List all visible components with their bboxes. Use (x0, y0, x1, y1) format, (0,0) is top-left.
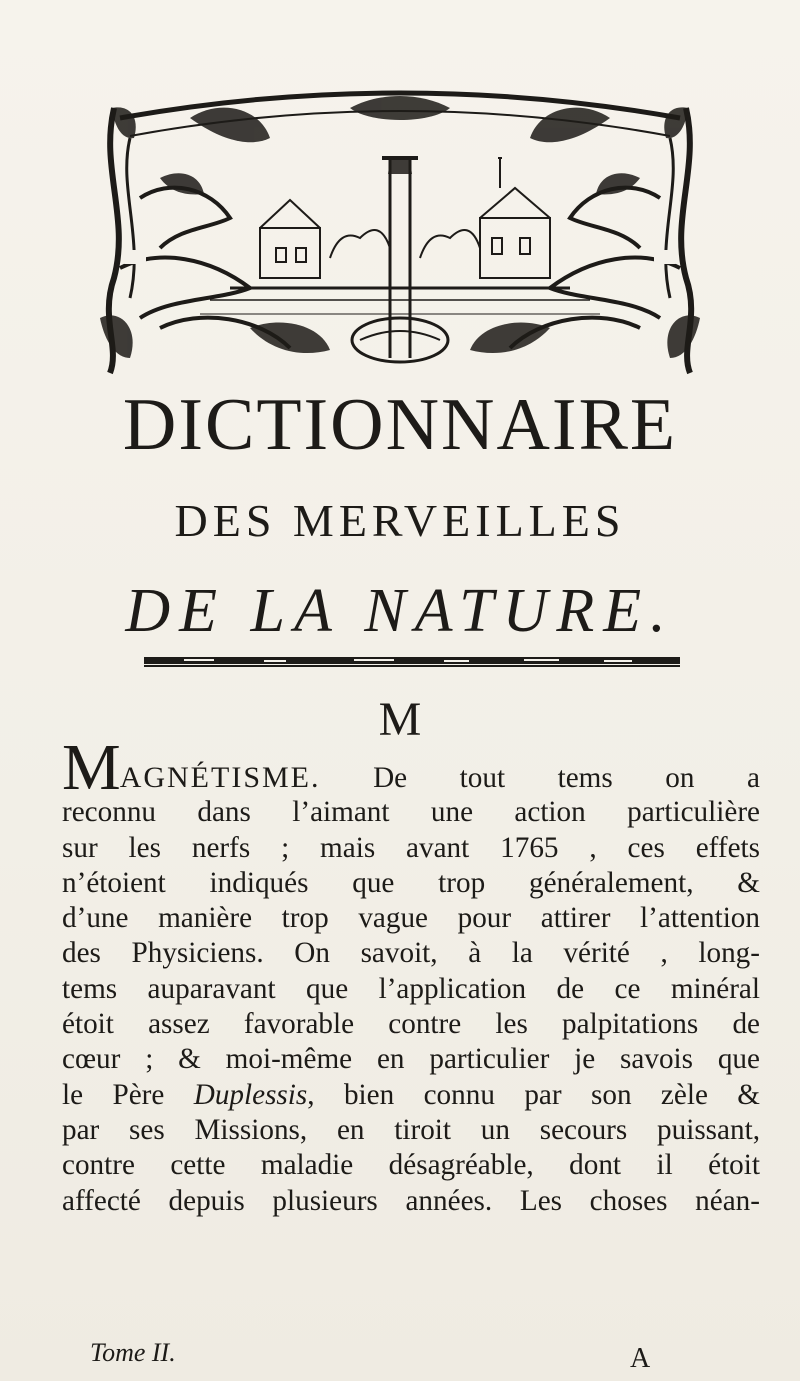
signature-mark: A (630, 1343, 651, 1374)
entry-line-10 (62, 1078, 760, 1113)
book-subtitle-italic: DE LA NATURE. (125, 577, 675, 645)
engraved-landscape-vignette-icon (100, 78, 700, 378)
entry-body (62, 731, 761, 1219)
entry-line-prefix: le Père (62, 1078, 194, 1111)
entry-line: n’étoient indiqués que trop généralement, & (62, 866, 760, 899)
entry-line: reconnu dans l’aimant une action particulière (62, 796, 760, 829)
section-letter: M (378, 693, 422, 746)
entry-line: étoit assez favorable contre les palpitations de (62, 1008, 760, 1041)
volume-label: Tome II. (90, 1338, 176, 1367)
entry-line-text: bien connu par son zèle & (343, 1078, 761, 1111)
entry-line: tems auparavant que l’application de ce minéral (62, 972, 760, 1005)
entry-headword: AGNÉTISME. (119, 761, 321, 794)
person-name: Duplessis (193, 1078, 308, 1111)
book-subtitle: DES MERVEILLES (174, 495, 626, 546)
drop-cap: M (62, 731, 120, 804)
decorative-rule (144, 657, 680, 669)
entry-line: d’une manière trop vague pour attirer l’attention (62, 902, 760, 935)
book-title: DICTIONNAIRE (122, 384, 678, 466)
entry-line: sur les nerfs ; mais avant 1765 , ces effets (62, 831, 760, 864)
entry-line: des Physiciens. On savoit, à la vérité , long- (62, 937, 760, 970)
entry-line: affecté depuis plusieurs années. Les choses néan- (62, 1184, 760, 1217)
entry-line: cœur ; & moi-même en particulier je savois que (62, 1043, 760, 1076)
entry-line: contre cette maladie désagréable, dont il étoit (62, 1149, 760, 1182)
entry-line-suffix: , (307, 1078, 344, 1111)
entry-line: par ses Missions, en tiroit un secours puissant, (62, 1113, 760, 1146)
entry-line-text: De tout tems on a (320, 762, 760, 794)
entry-line-1 (62, 731, 760, 804)
